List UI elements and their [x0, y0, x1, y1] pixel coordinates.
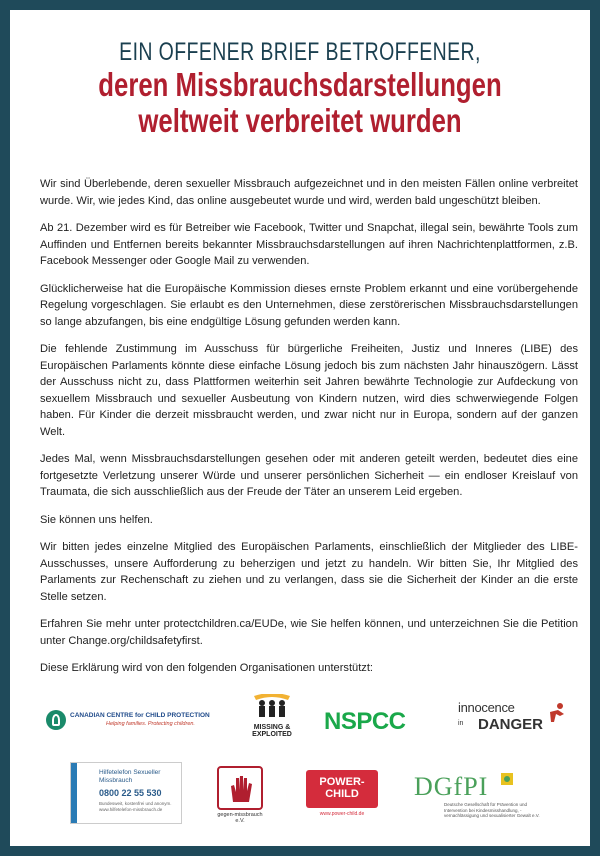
logo-innocence-in-danger	[458, 700, 568, 740]
paragraph-trauma: Jedes Mal, wenn Missbrauchsdarstellungen gesehen oder mit anderen geteilt werden, bedeutet dies eine fortgesetzte Verletzung unserer Würde und unserer persönlichen Sicherheit — ein endloser Kreislauf von Traumata, die sich ausschließlich aus der Freude der Täter an unserem Leid ergeben.	[40, 453, 578, 498]
gegen-name: gegen-missbrauch e.V.	[217, 812, 263, 824]
hilfe-phone: 0800 22 55 530	[99, 788, 162, 798]
logo-hilfetelefon	[70, 762, 182, 824]
mec-name: MISSING & EXPLOITED	[252, 724, 292, 738]
running-figure-icon	[546, 702, 568, 724]
paragraph-request: Wir bitten jedes einzelne Mitglied des Europäischen Parlaments, einschließlich der Mitglieder des LIBE-Ausschusses, unsere Aufforderung zu beherzigen und jetzt zu handeln. Wir bitten Sie, Ihr Mitglied des Parlaments zur Rechenschaft zu ziehen und zu verlangen, dass sie die Sicherheit der Kinder an die erste Stelle setzen.	[40, 541, 578, 603]
title-line-2: deren Missbrauchsdarstellungen	[98, 66, 502, 103]
ccp-emblem-icon	[46, 710, 66, 730]
logo-power-child	[306, 770, 378, 820]
hilfe-note: Bundesweit, kostenfrei und anonym. www.hilfetelefon-missbrauch.de	[99, 801, 172, 812]
dgfpi-description: Deutsche Gesellschaft für Prävention und Intervention bei Kindesmisshandlung, -vernachlässigung und sexualisierter Gewalt e.V.	[444, 802, 540, 818]
ccp-tagline: Helping families. Protecting children.	[106, 721, 195, 727]
dgfpi-emblem-icon	[500, 772, 514, 786]
hilfe-name: Hilfetelefon Sexueller Missbrauch	[99, 769, 161, 784]
letter-title	[10, 37, 590, 139]
ccp-name: CANADIAN CENTRE for CHILD PROTECTION	[70, 712, 210, 719]
logo-missing-exploited	[244, 694, 300, 756]
children-silhouette-icon	[248, 694, 296, 718]
logo-dgfpi	[414, 772, 540, 822]
hand-icon	[227, 774, 253, 804]
logo-canadian-centre-child-protection	[46, 706, 216, 736]
dgfpi-name: DGfPI	[414, 772, 489, 801]
logo-gegen-missbrauch	[214, 766, 266, 822]
power-child-name: POWER-CHILD	[319, 776, 365, 800]
hilfe-stripe	[71, 763, 77, 823]
title-line-1: EIN OFFENER BRIEF BETROFFENER,	[119, 38, 481, 66]
paragraph-survivors: Wir sind Überlebende, deren sexueller Missbrauch aufgezeichnet und in den meisten Fällen online verbreitet wurde. Wir, wie jedes Kind, das online ausgebeutet wurde und wird, werden bald ungeschützt bleiben.	[40, 178, 578, 207]
paragraph-help: Sie können uns helfen.	[40, 513, 153, 526]
danger-word: DANGER	[478, 716, 544, 733]
paragraph-libe: Die fehlende Zustimmung im Ausschuss für bürgerliche Freiheiten, Justiz und Inneres (LIBE) des Europäischen Parlaments könnte diese einfache Lösung jedoch bis zum nächsten Jahr hinauszögern. Lässt der Ausschuss nicht zu, dass Plattformen weiterhin seit Jahren bewährte Technologie zur Aufdeckung von sexuellem Missbrauch und sexueller Ausbeutung von Kindern nutzen, wird dies schwerwiegende Folgen haben. Für Kinder die derzeit missbraucht werden, und zwar nicht nur in Europa, sondern auf der ganzen Welt.	[40, 343, 578, 438]
paragraph-deadline: Ab 21. Dezember wird es für Betreiber wie Facebook, Twitter und Snapchat, illegal sein, bewährte Tools zum Auffinden und Entfernen bereits bekannter Missbrauchsdarstellungen auf ihren Nachrichtenplattformen, z.B. Facebook Messenger oder Google Mail zu verwenden.	[40, 222, 578, 267]
logo-nspcc: NSPCC	[324, 708, 406, 735]
paragraph-commission: Glücklicherweise hat die Europäische Kommission dieses ernste Problem erkannt und eine vorübergehende Regelung vorgeschlagen. Sie erlaubt es den Unternehmen, diese zerstörerischen Missbrauchsdarstellungen so lange abzufangen, bis eine endgültige Lösung gefunden werden kann.	[40, 282, 578, 328]
innocence-word: innocence	[458, 700, 515, 715]
innocence-in-word: in	[458, 720, 464, 727]
supporter-logos	[10, 690, 590, 840]
letter-body	[40, 176, 578, 688]
paragraph-supporters: Diese Erklärung wird von den folgenden Organisationen unterstützt:	[40, 662, 374, 674]
title-line-3: weltweit verbreitet wurden	[138, 102, 462, 139]
paragraph-learn-more: Erfahren Sie mehr unter protectchildren.ca/EUDe, wie Sie helfen können, und unterzeichnen Sie die Petition unter Change.org/childsafetyfirst.	[40, 618, 578, 647]
power-child-url: www.power-child.de	[319, 811, 365, 817]
